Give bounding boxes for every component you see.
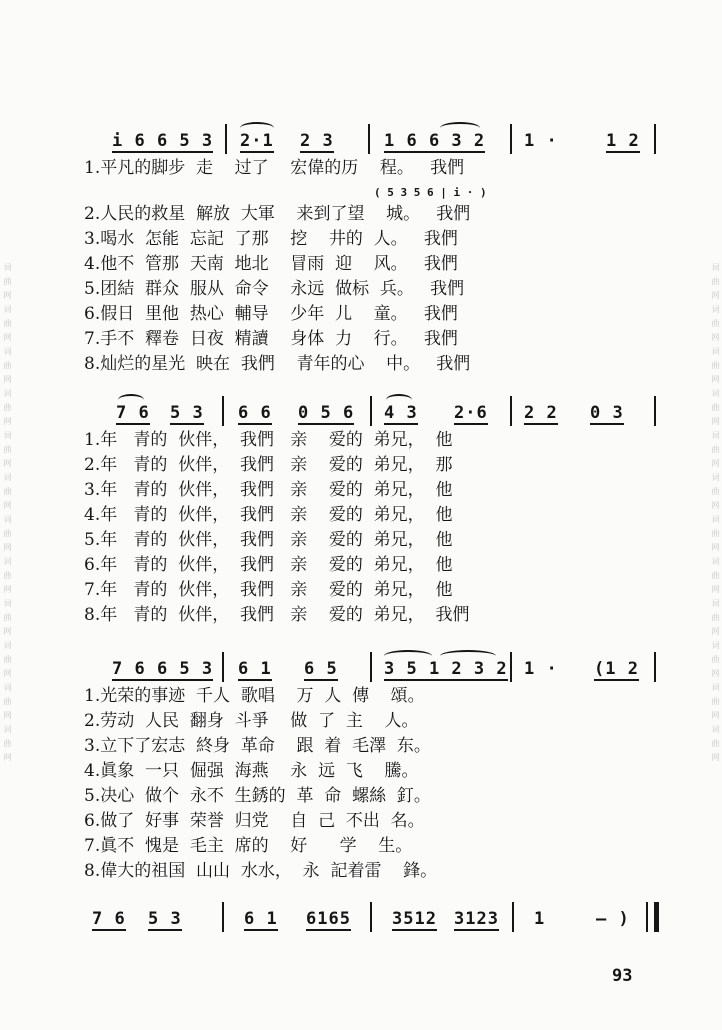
note-group: 3512 bbox=[392, 909, 437, 929]
note-group: 0 5 6 bbox=[298, 403, 355, 423]
note-group: i 6 6 5 3 bbox=[112, 131, 214, 151]
lyric-line: 6.年 青的 伙伴， 我們 亲 爱的 弟兄， 他 bbox=[84, 555, 453, 575]
bar-line bbox=[225, 124, 227, 154]
bar-line bbox=[510, 124, 512, 154]
note-group: (1 2 bbox=[594, 659, 639, 679]
notation-row bbox=[0, 392, 722, 428]
bar-line bbox=[510, 652, 512, 682]
tie-mark bbox=[118, 394, 144, 406]
note-group: 6 1 bbox=[238, 659, 272, 679]
tie-mark bbox=[440, 650, 496, 662]
page-number: 93 bbox=[612, 966, 633, 986]
lyric-line: 1.年 青的 伙伴， 我們 亲 爱的 弟兄， 他 bbox=[84, 430, 453, 450]
notation-row bbox=[0, 898, 722, 934]
lyric-line: 2.人民的救星 解放 大軍 来到了望 城。 我們 bbox=[84, 204, 471, 224]
note-group: 6 5 bbox=[304, 659, 338, 679]
tie-mark bbox=[386, 394, 412, 406]
note-group: 5 3 bbox=[170, 403, 204, 423]
bar-line bbox=[654, 396, 656, 426]
lyric-line: 7.年 青的 伙伴， 我們 亲 爱的 弟兄， 他 bbox=[84, 580, 453, 600]
watermark-left: 词曲网词曲网词曲网词曲网词曲网词曲网词曲网词曲网词曲网词曲网词曲网词曲网 bbox=[3, 263, 12, 767]
lyric-line: 4.眞象 一只 倔强 海燕 永 远 飞 騰。 bbox=[84, 761, 419, 781]
lyric-line: 7.手不 釋卷 日夜 精讀 身体 力 行。 我們 bbox=[84, 329, 458, 349]
note-group: 3123 bbox=[454, 909, 499, 929]
lyric-line: 5.年 青的 伙伴， 我們 亲 爱的 弟兄， 他 bbox=[84, 530, 453, 550]
bar-line bbox=[654, 652, 656, 682]
lyric-line: 3.立下了宏志 終身 革命 跟 着 毛澤 东。 bbox=[84, 736, 431, 756]
bar-line bbox=[368, 124, 370, 154]
note-group: – ) bbox=[596, 909, 630, 929]
lyric-line: 5.团結 群众 服从 命令 永远 做标 兵。 我們 bbox=[84, 279, 465, 299]
note-group: 6 6 bbox=[238, 403, 272, 423]
watermark-right: 词曲网词曲网词曲网词曲网词曲网词曲网词曲网词曲网词曲网词曲网词曲网词曲网 bbox=[711, 263, 720, 767]
lyric-line: 8.年 青的 伙伴， 我們 亲 爱的 弟兄， 我們 bbox=[84, 605, 470, 625]
lyric-line: 6.做了 好事 荣誉 归党 自 己 不出 名。 bbox=[84, 811, 425, 831]
note-group: 2·1 bbox=[240, 131, 274, 151]
lyric-line: 3.年 青的 伙伴， 我們 亲 爱的 弟兄， 他 bbox=[84, 480, 453, 500]
note-group: 5 3 bbox=[148, 909, 182, 929]
note-group: 2 2 bbox=[524, 403, 558, 423]
note-group: 2·6 bbox=[454, 403, 488, 423]
bar-line bbox=[510, 396, 512, 426]
final-bar-line bbox=[646, 902, 659, 932]
note-group: 7 6 bbox=[116, 403, 150, 423]
lyric-line: 3.喝水 怎能 忘記 了那 挖 井的 人。 我們 bbox=[84, 229, 458, 249]
note-group: 2 3 bbox=[300, 131, 334, 151]
lyric-line: 1.光荣的事迹 千人 歌唱 万 人 傳 頌。 bbox=[84, 686, 425, 706]
tie-mark bbox=[384, 650, 432, 662]
note-group: 1 6 6 3 2 bbox=[384, 131, 486, 151]
note-group: 3 5 1 2 3 2 bbox=[384, 659, 508, 679]
tie-mark bbox=[440, 122, 480, 134]
lyric-line: 8.偉大的祖国 山山 水水， 永 記着雷 鋒。 bbox=[84, 861, 438, 881]
notation-row bbox=[0, 648, 722, 684]
bar-line bbox=[370, 396, 372, 426]
note-group: 7 6 6 5 3 bbox=[112, 659, 214, 679]
bar-line bbox=[370, 652, 372, 682]
note-group: 4 3 bbox=[384, 403, 418, 423]
lyric-line: 4.他不 管那 天南 地北 冒雨 迎 风。 我們 bbox=[84, 254, 458, 274]
tie-mark bbox=[240, 122, 274, 134]
notation-row bbox=[0, 120, 722, 156]
note-group: 7 6 bbox=[92, 909, 126, 929]
lyric-line: 6.假日 里他 热心 輔导 少年 儿 童。 我們 bbox=[84, 304, 458, 324]
note-group: 1 · bbox=[524, 131, 558, 151]
bar-line bbox=[512, 902, 514, 932]
note-group: 1 2 bbox=[606, 131, 640, 151]
lyric-line: 1.平凡的脚步 走 过了 宏偉的历 程。 我們 bbox=[84, 158, 465, 178]
note-group: 1 bbox=[534, 909, 546, 929]
note-group: 6 1 bbox=[244, 909, 278, 929]
bar-line bbox=[654, 124, 656, 154]
note-group: 0 3 bbox=[590, 403, 624, 423]
note-group: 6165 bbox=[306, 909, 351, 929]
lyric-line: 5.决心 做个 永不 生銹的 革 命 螺絲 釘。 bbox=[84, 786, 431, 806]
lyric-line: 4.年 青的 伙伴， 我們 亲 爱的 弟兄， 他 bbox=[84, 505, 453, 525]
lyric-line: 2.年 青的 伙伴， 我們 亲 爱的 弟兄， 那 bbox=[84, 455, 453, 475]
lyric-line: 7.眞不 愧是 毛主 席的 好 学 生。 bbox=[84, 836, 413, 856]
lyric-line: 2.劳动 人民 翻身 斗爭 做 了 主 人。 bbox=[84, 711, 419, 731]
bar-line bbox=[222, 652, 224, 682]
note-group: 1 · bbox=[524, 659, 558, 679]
bar-line bbox=[222, 902, 224, 932]
bar-line bbox=[370, 902, 372, 932]
variant-notation: ( 5 3 5 6 | i · ) bbox=[374, 186, 487, 199]
lyric-line: 8.灿烂的星光 映在 我們 青年的心 中。 我們 bbox=[84, 354, 471, 374]
bar-line bbox=[222, 396, 224, 426]
